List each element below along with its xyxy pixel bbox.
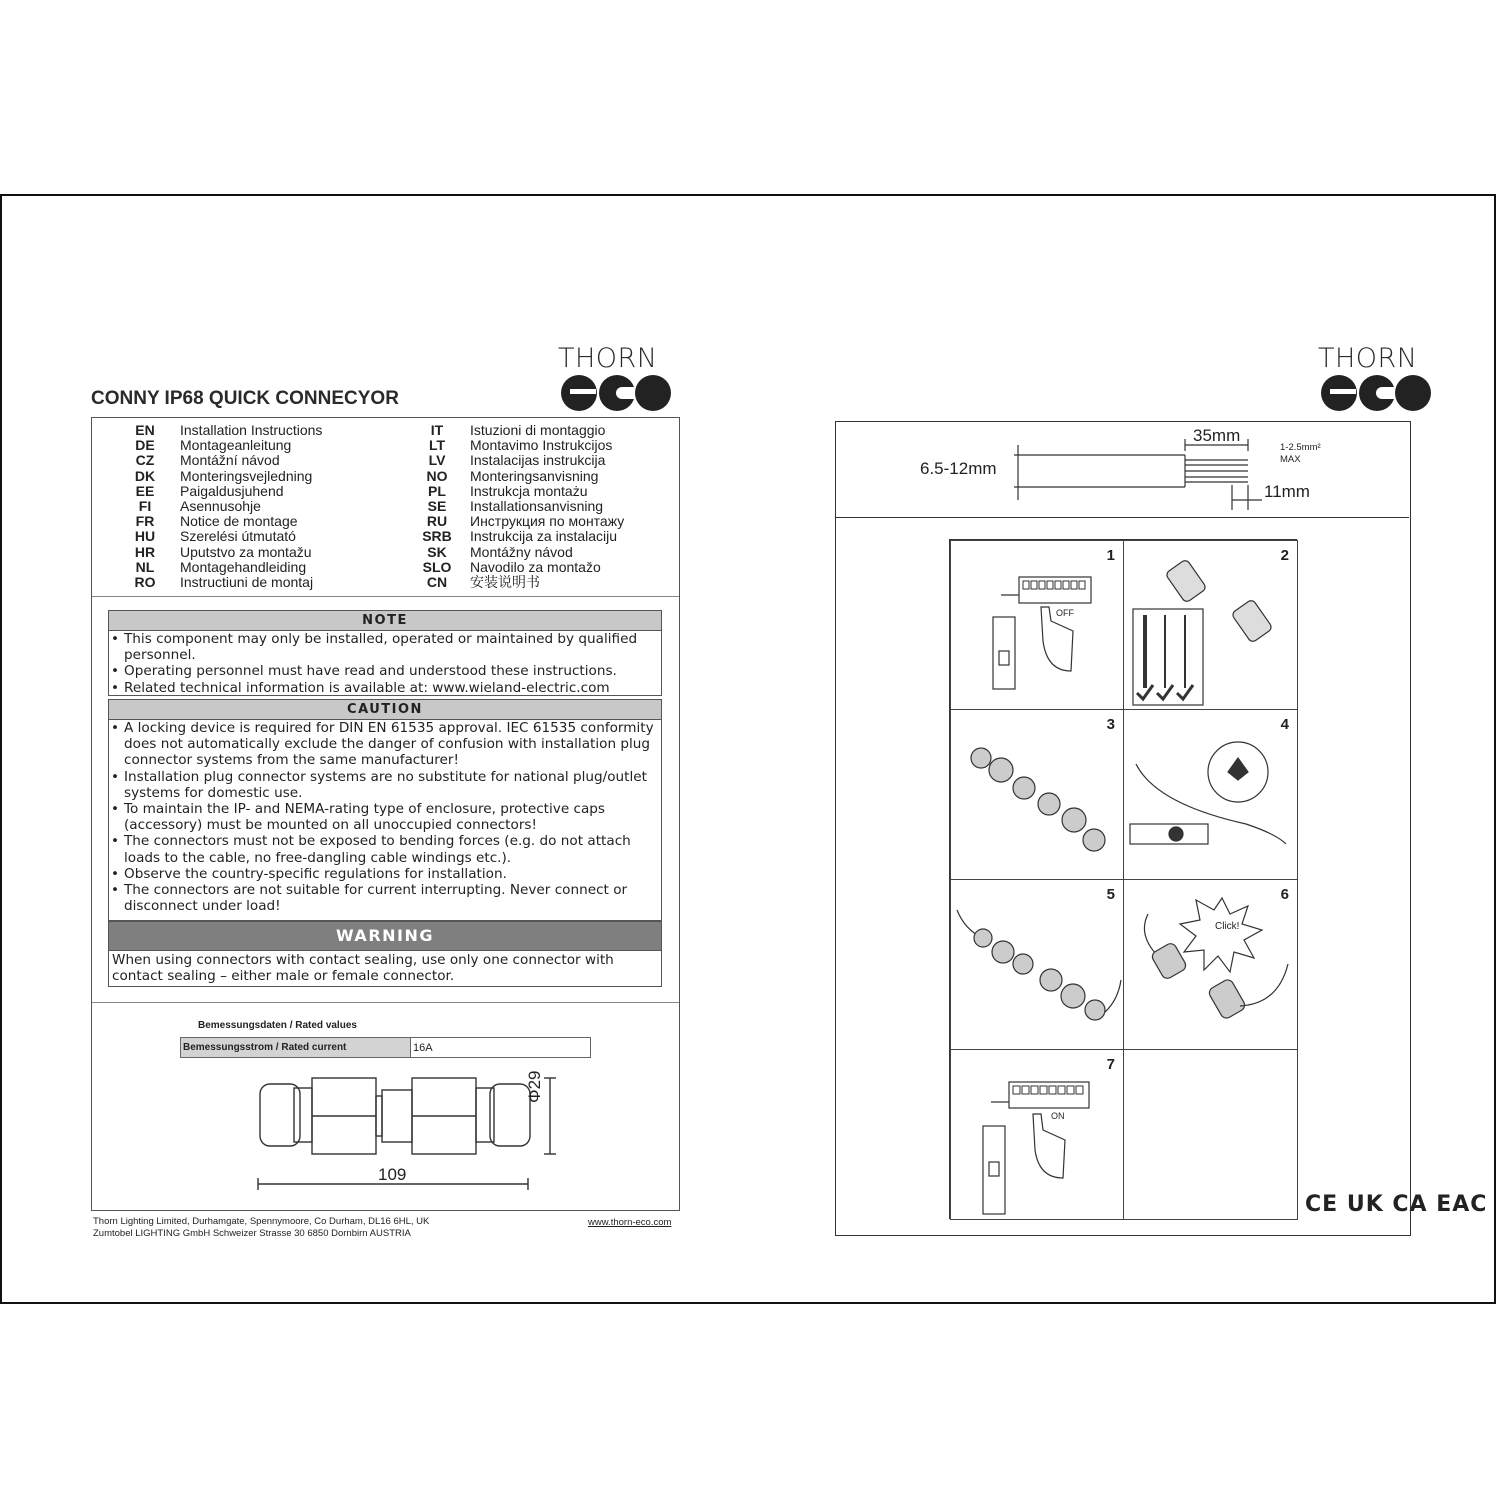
step-number: 3	[1106, 716, 1115, 733]
brand-logo-eco-icon	[1320, 374, 1432, 412]
brand-logo-thorn: THORN	[558, 343, 658, 374]
off-label: OFF	[1056, 608, 1074, 618]
language-name: Montageanleitung	[180, 437, 292, 454]
warning-text: When using connectors with contact sealing, use only one connector with contact sealing – either male or female connector.	[112, 952, 614, 985]
wire-insertion-icon	[1126, 724, 1296, 874]
brand-logo-thorn: THORN	[1318, 343, 1418, 374]
language-code: FI	[138, 498, 152, 514]
cable-diameter-label: 6.5-12mm	[920, 459, 997, 478]
step-3-panel	[950, 709, 1124, 880]
caution-list	[109, 720, 661, 914]
language-code: SE	[427, 498, 447, 514]
strip-length-label: 35mm	[1193, 426, 1241, 445]
wire-strip-label: 11mm	[1264, 482, 1310, 501]
connector-assembly-icon	[953, 900, 1123, 1045]
cross-section-label: 1-2.5mm²	[1280, 442, 1321, 453]
language-name: Navodilo za montažo	[470, 558, 601, 575]
language-name: Asennusohje	[180, 498, 261, 514]
warning-heading: WARNING	[109, 922, 661, 951]
language-code: CZ	[135, 452, 155, 469]
language-name: Szerelési útmutató	[180, 528, 296, 545]
rated-current-label: Bemessungsstrom / Rated current	[181, 1038, 411, 1057]
bullet-item: • Operating personnel must have read and understood these instructions.	[111, 663, 661, 679]
language-code: EE	[135, 482, 155, 499]
breaker-on-icon	[981, 1080, 1111, 1220]
connector-disassembly-icon	[1129, 553, 1294, 708]
language-code: SK	[427, 543, 447, 560]
language-code: HU	[134, 528, 156, 545]
language-name: Installationsanvisning	[470, 498, 604, 514]
bullet-item: • Observe the country-specific regulations for installation.	[111, 866, 661, 882]
step-number: 4	[1280, 716, 1289, 733]
language-name: Instalacijas instrukcija	[470, 452, 606, 469]
bullet-item: • The connectors are not suitable for current interrupting. Never connect or disconnect under load!	[111, 882, 661, 914]
note-section	[108, 610, 662, 696]
language-code: RO	[134, 574, 156, 590]
language-name: Montagehandleiding	[180, 558, 307, 575]
rated-values-heading: Bemessungsdaten / Rated values	[198, 1020, 357, 1031]
bullet-item: • This component may only be installed, operated or maintained by qualified personnel.	[111, 631, 661, 663]
step-number: 7	[1106, 1056, 1115, 1073]
step-number: 2	[1280, 547, 1289, 564]
caution-heading: CAUTION	[109, 700, 661, 720]
language-code: LV	[428, 452, 446, 469]
connector-parts-icon	[959, 730, 1119, 875]
document-title: CONNY IP68 QUICK CONNECYOR	[91, 388, 399, 409]
bullet-item: • Installation plug connector systems are no substitute for national plug/outlet systems for domestic use.	[111, 769, 661, 801]
empty-panel	[1123, 1049, 1298, 1220]
language-name: Montážny návod	[470, 543, 573, 560]
step-4-panel	[1123, 709, 1298, 880]
note-heading: NOTE	[109, 611, 661, 631]
language-code: LT	[428, 437, 446, 454]
step-6-panel	[1123, 879, 1298, 1050]
bullet-item: • To maintain the IP- and NEMA-rating type of enclosure, protective caps (accessory) must be mounted on all unoccupied connectors!	[111, 801, 661, 833]
bullet-item: • A locking device is required for DIN EN 61535 approval. IEC 61535 conformity does not automatically exclude the danger of confusion with installation plug connector systems from the same manufacturer!	[111, 720, 661, 769]
language-name: Montážní návod	[180, 452, 280, 469]
step-number: 1	[1106, 547, 1115, 564]
note-list	[109, 631, 661, 696]
divider	[92, 596, 679, 597]
footer-address-austria: Zumtobel LIGHTING GmbH Schweizer Strasse 30 6850 Dornbirn AUSTRIA	[93, 1228, 411, 1239]
bullet-item: • The connectors must not be exposed to bending forces (e.g. do not attach loads to the cable, no free-dangling cable windings etc.).	[111, 833, 661, 865]
language-code: DK	[134, 467, 156, 484]
step-5-panel	[950, 879, 1124, 1050]
language-name: Instrukcja montażu	[470, 482, 588, 499]
language-code: RU	[426, 513, 448, 530]
language-code: SRB	[422, 528, 452, 545]
on-label: ON	[1051, 1111, 1065, 1121]
language-code: HR	[134, 543, 156, 560]
connector-click-icon	[1128, 894, 1294, 1044]
language-code: CN	[426, 574, 448, 590]
language-name: Istuzioni di montaggio	[470, 422, 606, 438]
footer-url-link[interactable]: www.thorn-eco.com	[588, 1217, 672, 1228]
click-label: Click!	[1215, 921, 1240, 932]
length-dimension: 109	[378, 1165, 407, 1184]
step-number: 6	[1280, 886, 1289, 903]
rated-values-table	[180, 1037, 591, 1058]
rated-current-value: 16A	[413, 1042, 433, 1054]
step-7-panel	[950, 1049, 1124, 1220]
language-name: Monteringsvejledning	[180, 467, 313, 484]
warning-section	[108, 921, 662, 987]
language-name: Instrukcija za instalaciju	[470, 528, 618, 545]
footer-address-uk: Thorn Lighting Limited, Durhamgate, Spennymoore, Co Durham, DL16 6HL, UK	[93, 1216, 430, 1227]
language-code: SLO	[422, 558, 452, 575]
step-number: 5	[1106, 886, 1115, 903]
language-name: Инструкция по монтажу	[470, 513, 625, 530]
language-name: Montavimo Instrukcijos	[470, 437, 613, 454]
language-name: 安装说明书	[470, 574, 540, 590]
language-code: NO	[426, 467, 448, 484]
language-code: FR	[135, 513, 155, 530]
step-2-panel	[1123, 540, 1298, 710]
caution-section	[108, 699, 662, 921]
language-code: EN	[135, 422, 155, 438]
divider	[836, 517, 1409, 518]
language-name: Instructiuni de montaj	[180, 574, 314, 590]
language-name: Uputstvo za montažu	[180, 543, 312, 560]
brand-logo-eco-icon	[560, 374, 672, 412]
step-1-panel	[950, 540, 1124, 710]
cross-section-note: MAX	[1280, 454, 1301, 465]
language-code: IT	[430, 422, 444, 438]
divider	[92, 1002, 679, 1003]
diameter-dimension: Φ29	[525, 1070, 544, 1103]
breaker-off-icon	[981, 571, 1111, 711]
language-name: Paigaldusjuhend	[180, 482, 284, 499]
bullet-item: • Related technical information is available at: www.wieland-electric.com	[111, 680, 661, 696]
steps-grid	[949, 539, 1297, 1219]
language-code: NL	[135, 558, 155, 575]
language-name: Notice de montage	[180, 513, 298, 530]
language-code: DE	[135, 437, 155, 454]
language-name: Installation Instructions	[180, 422, 323, 438]
language-name: Monteringsanvisning	[470, 467, 599, 484]
language-code: PL	[428, 482, 446, 499]
certification-marks: CE UK CA EAC	[1305, 1192, 1488, 1217]
